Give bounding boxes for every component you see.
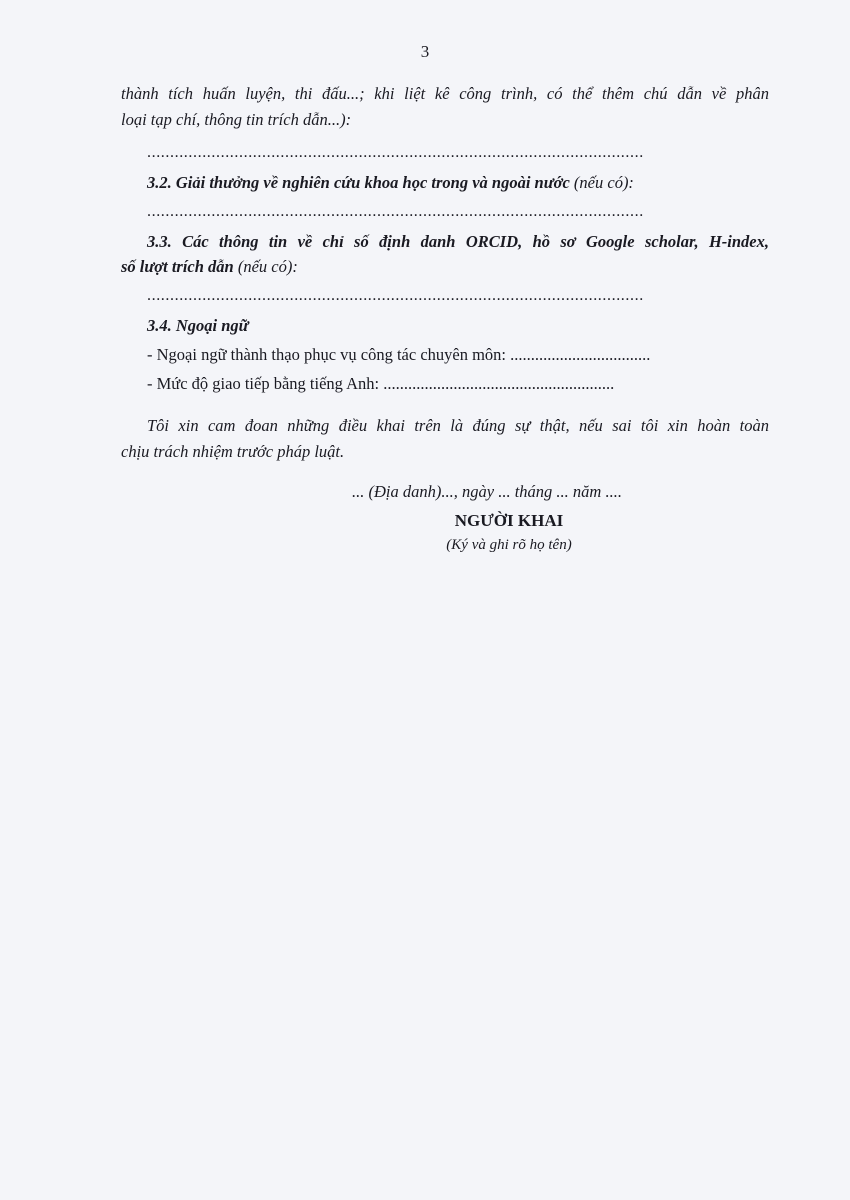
section-3-3-heading-line-2: số lượt trích dẫn [121, 257, 234, 276]
intro-line-2: loại tạp chí, thông tin trích dẫn...): [121, 110, 352, 129]
page-number: 3 [420, 42, 430, 61]
fill-line-3-2: ............................................................................................................ [147, 203, 644, 220]
commitment-line-2: chịu trách nhiệm trước pháp luật. [121, 442, 345, 461]
section-3-3-heading-line-1: 3.3. Các thông tin về chỉ số định danh ORCID, hồ sơ Google scholar, H-index, [147, 232, 769, 251]
section-3-2-note: (nếu có): [569, 173, 634, 192]
signature-instruction: (Ký và ghi rõ họ tên) [446, 537, 572, 553]
fill-line-3-3: ............................................................................................................ [147, 287, 644, 304]
section-3-3-note: (nếu có): [233, 257, 298, 276]
english-level-field: - Mức độ giao tiếp bằng tiếng Anh: ........................................................ [147, 374, 615, 393]
section-3-3-line-2 [121, 257, 298, 277]
section-3-4-heading: 3.4. Ngoại ngữ [147, 316, 249, 335]
commitment-line-1: Tôi xin cam đoan những điều khai trên là đúng sự thật, nếu sai tôi xin hoàn toàn [147, 416, 769, 435]
place-date-line: ... (Địa danh)..., ngày ... tháng ... năm .... [352, 482, 622, 501]
foreign-language-field: - Ngoại ngữ thành thạo phục vụ công tác chuyên môn: .................................. [147, 345, 651, 364]
signer-title: NGƯỜI KHAI [454, 511, 564, 530]
fill-line-3-1: ............................................................................................................ [147, 144, 644, 161]
intro-line-1: thành tích huấn luyện, thi đấu...; khi liệt kê công trình, có thể thêm chú dẫn về phân [121, 84, 769, 103]
section-3-2 [147, 173, 634, 193]
section-3-2-heading: 3.2. Giải thưởng về nghiên cứu khoa học trong và ngoài nước [147, 173, 570, 192]
